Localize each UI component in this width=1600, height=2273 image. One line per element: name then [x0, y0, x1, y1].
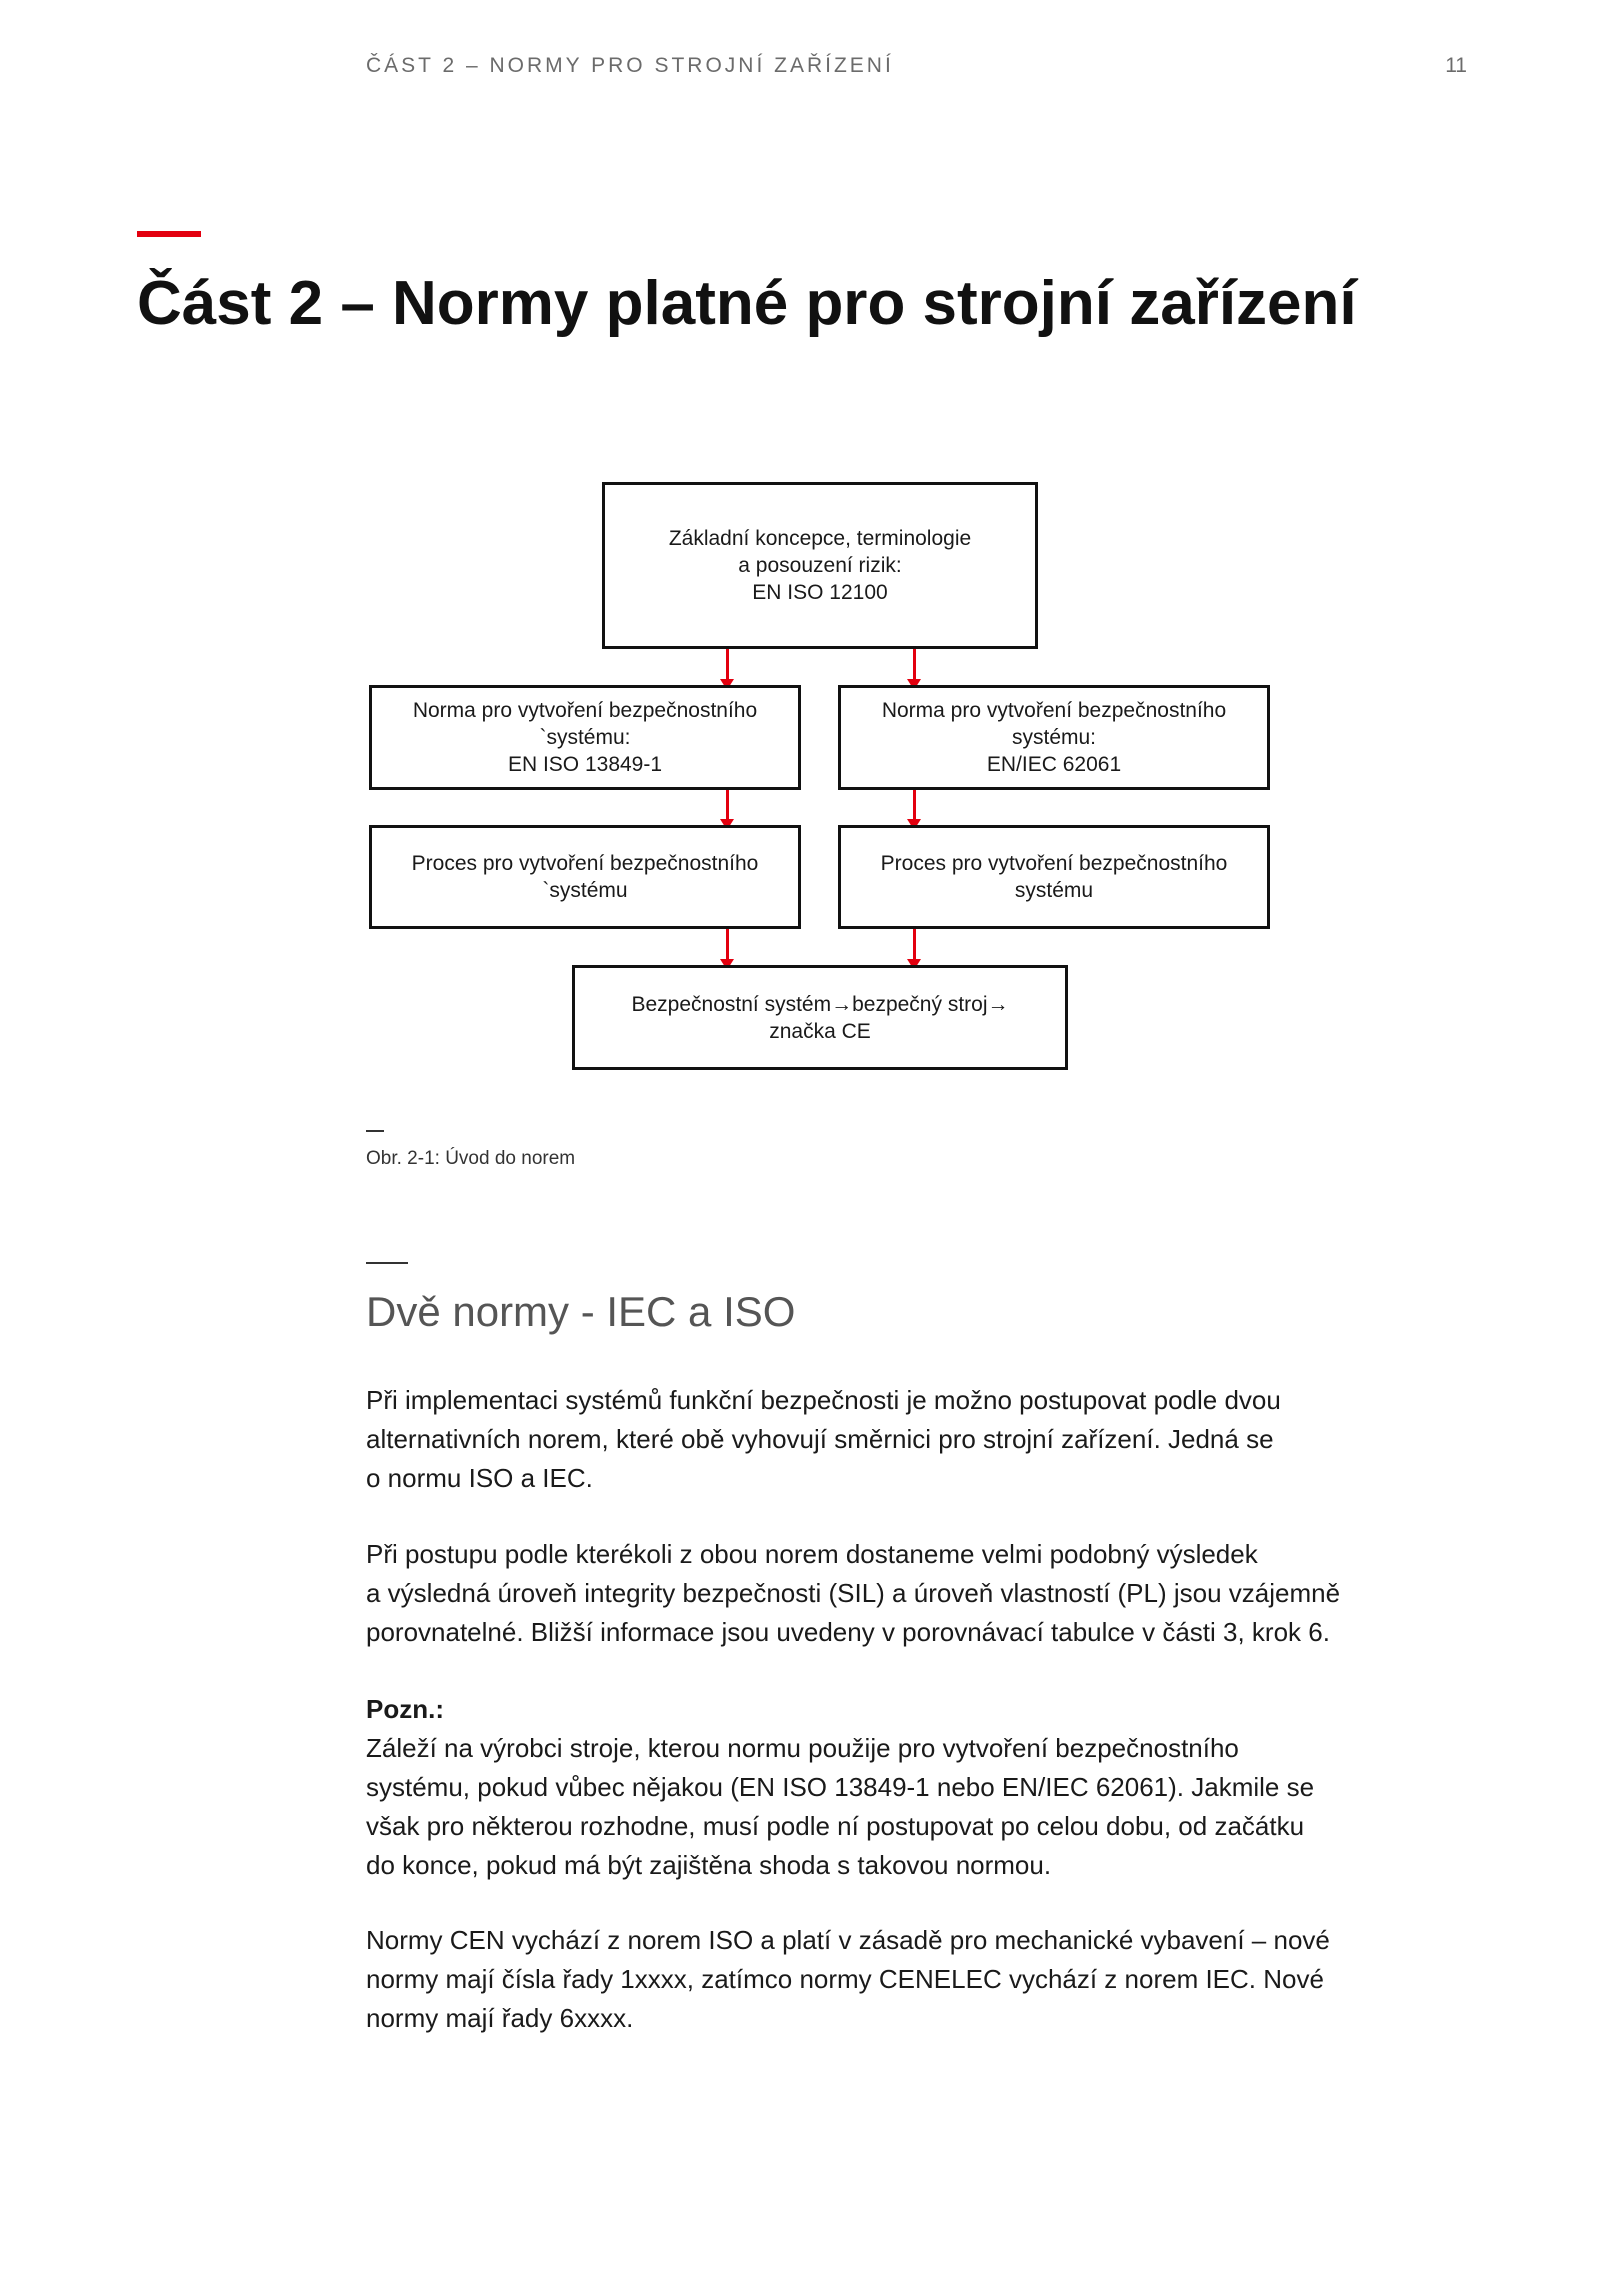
running-header: ČÁST 2 – NORMY PRO STROJNÍ ZAŘÍZENÍ [366, 54, 894, 77]
text-line: porovnatelné. Bližší informace jsou uvedeny v porovnávací tabulce v části 3, krok 6. [366, 1617, 1330, 1647]
box-line: Bezpečnostní systém→bezpečný stroj→ [631, 992, 1009, 1016]
text-line: Při implementaci systémů funkční bezpečnosti je možno postupovat podle dvou [366, 1385, 1281, 1415]
text-line: Při postupu podle kterékoli z obou norem dostaneme velmi podobný výsledek [366, 1539, 1258, 1569]
text-line: systému, pokud vůbec nějakou (EN ISO 13849-1 nebo EN/IEC 62061). Jakmile se [366, 1772, 1315, 1802]
box-line: EN ISO 12100 [752, 581, 888, 604]
text-line: však pro některou rozhodne, musí podle ní postupovat po celou dobu, od začátku [366, 1811, 1305, 1841]
box-line: EN/IEC 62061 [986, 753, 1122, 776]
caption-divider [366, 1130, 384, 1132]
paragraph-1 [366, 1381, 1476, 1498]
section-divider [366, 1262, 408, 1264]
box-line: Proces pro vytvoření bezpečnostního [411, 852, 759, 875]
box-result-ce [572, 965, 1068, 1070]
box-line: a posouzení rizik: [738, 554, 902, 577]
text-line: o normu ISO a IEC. [366, 1463, 593, 1493]
box-line: Norma pro vytvoření bezpečnostního [412, 699, 758, 722]
standards-diagram [0, 0, 1600, 1100]
box-line: systému: [1011, 726, 1097, 749]
figure-caption: Obr. 2-1: Úvod do norem [366, 1148, 576, 1169]
text-line: Normy CEN vychází z norem ISO a platí v zásadě pro mechanické vybavení – nové [366, 1925, 1330, 1955]
arrow-down [726, 790, 729, 821]
box-basic-concepts [602, 482, 1038, 649]
arrow-down [913, 790, 916, 821]
text-line: do konce, pokud má být zajištěna shoda s takovou normou. [366, 1850, 1052, 1880]
paragraph-3 [366, 1921, 1476, 2038]
box-line: `systému [542, 879, 628, 902]
chapter-title: Část 2 – Normy platné pro strojní zařízení [137, 269, 1357, 338]
box-norm-iso [369, 685, 801, 790]
arrow-down [726, 929, 729, 961]
box-line: `systému: [539, 726, 631, 749]
box-process-iso [369, 825, 801, 929]
box-process-iec [838, 825, 1270, 929]
paragraph-2 [366, 1535, 1476, 1652]
section-heading: Dvě normy - IEC a ISO [366, 1288, 796, 1335]
text-line: normy mají řady 6xxxx. [366, 2003, 634, 2033]
box-norm-iec [838, 685, 1270, 790]
box-line: Norma pro vytvoření bezpečnostního [881, 699, 1227, 722]
text-line: alternativních norem, které obě vyhovují směrnici pro strojní zařízení. Jedná se [366, 1424, 1274, 1454]
text-line: a výsledná úroveň integrity bezpečnosti (SIL) a úroveň vlastností (PL) jsou vzájemně [366, 1578, 1341, 1608]
arrow-down [913, 649, 916, 681]
page-number: 11 [1445, 54, 1467, 77]
box-line: systému [1014, 879, 1094, 902]
arrow-down [913, 929, 916, 961]
box-line: značka CE [769, 1019, 871, 1043]
note-label: Pozn.: [366, 1694, 444, 1724]
box-line: Základní koncepce, terminologie [668, 527, 972, 550]
box-line: Proces pro vytvoření bezpečnostního [880, 852, 1228, 875]
arrow-down [726, 649, 729, 681]
text-line: normy mají čísla řady 1xxxx, zatímco normy CENELEC vychází z norem IEC. Nové [366, 1964, 1324, 1994]
box-line: EN ISO 13849-1 [507, 753, 663, 776]
note-block [366, 1690, 1476, 1885]
text-line: Záleží na výrobci stroje, kterou normu použije pro vytvoření bezpečnostního [366, 1733, 1239, 1763]
